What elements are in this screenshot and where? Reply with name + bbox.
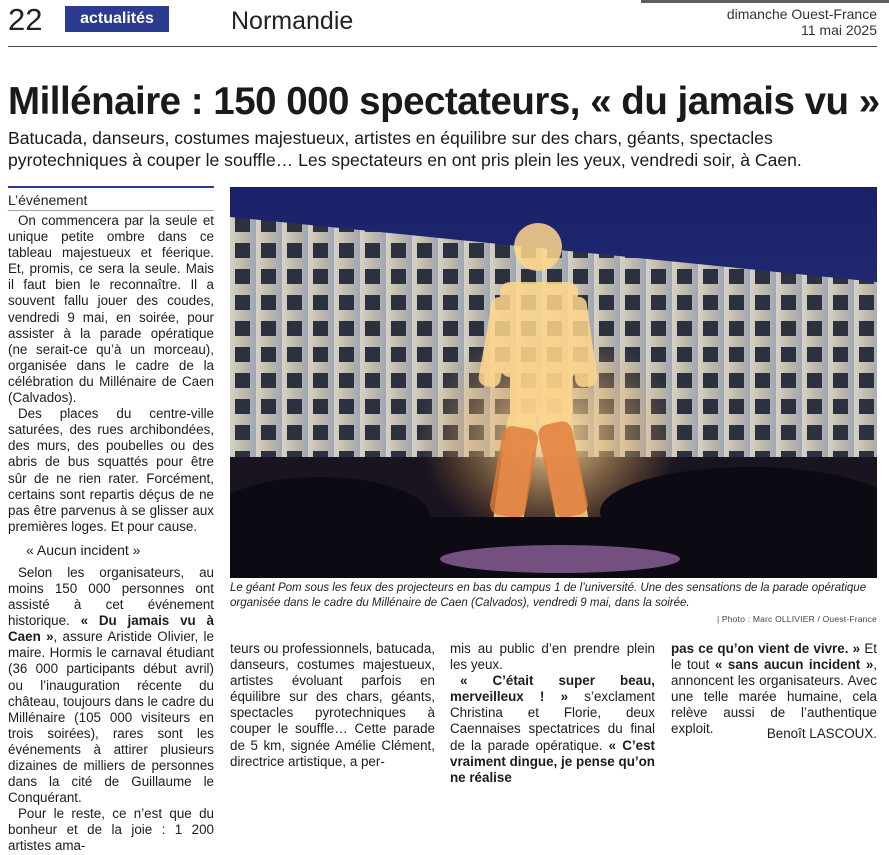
- headline: Millénaire : 150 000 spectateurs, « du jamais vu »: [8, 80, 880, 123]
- kicker-underline: [8, 210, 214, 211]
- photo-caption: Le géant Pom sous les feux des projecteurs en bas du campus 1 de l’université. Une des sensations de la parade opératique organisée dans le cadre du Millénaire de Caen (Calvados), vendredi 9 mai, dans la soirée.: [230, 582, 867, 609]
- column-3: [450, 641, 655, 786]
- column-3-text-2: « C’était super beau, merveilleux ! » s’exclament Christina et Florie, deux Caennaises spectatrices du final de la parade opératique. « C’est vraiment dingue, je pense qu’on ne réalise: [450, 673, 655, 785]
- kicker-rule: [8, 186, 214, 188]
- section-badge: actualités: [65, 6, 169, 32]
- column-4-text: pas ce qu’on vient de vivre. » Et le tout « sans aucun incident », annoncent les organisateurs. Avec une telle marée humaine, cela relève aussi de l’authentique exploit.: [671, 641, 877, 737]
- column-4: [671, 641, 877, 738]
- author-signature: Benoît LASCOUX.: [766, 726, 877, 741]
- article-photo: [230, 187, 877, 578]
- subhead: « Aucun incident »: [26, 541, 141, 558]
- column-3-text-1: mis au public d’en prendre plein les yeux.: [450, 641, 655, 673]
- giant-pom-photo: [230, 187, 877, 578]
- region-title: Normandie: [231, 7, 354, 35]
- photo-credit: | Photo : Marc OLLIVIER / Ouest-France: [716, 614, 877, 624]
- dateline-date: 11 mai 2025: [800, 22, 877, 38]
- kicker: L’événement: [8, 192, 88, 208]
- paragraph-4: Pour le reste, ce n’est que du bonheur et de la joie : 1 200 artistes ama-: [8, 806, 214, 854]
- dateline-paper: dimanche Ouest-France: [726, 6, 877, 22]
- column-1: [8, 213, 214, 855]
- paragraph-3: Selon les organisateurs, au moins 150 000 personnes ont assisté à cet événement historique. « Du jamais vu à Caen », assure Aristide Olivier, le maire. Hormis le carnaval étudiant (36 000 participants début avril) ou l’inauguration récente du château, toujours dans le cadre du Millénaire (105 000 visiteurs en trois soirées), rares sont les événements à attirer plusieurs dizaines de milliers de personnes dans la cité de Guillaume le Conquérant.: [8, 564, 214, 806]
- dateline: [727, 6, 877, 38]
- column-2-text: teurs ou professionnels, batucada, danseurs, costumes majestueux, artistes évoluant parfois en équilibre sur des chars, géants, spectacles pyrotechniques à couper le souffle… Cette parade de 5 km, signée Amélie Clément, directrice artistique, a per-: [230, 641, 435, 769]
- standfirst: Batucada, danseurs, costumes majestueux, artistes en équilibre sur des chars, géants, spectacles pyrotechniques à couper le souffle… Les spectateurs en ont pris plein les yeux, vendredi soir, à Caen.: [8, 128, 802, 170]
- paragraph-1: On commencera par la seule et unique petite ombre dans ce tableau majestueux et féerique. Et, promis, ce sera la seule. Mais il faut bien le reconnaître. Il a souvent fallu jouer des coudes, vendredi 9 mai, en soirée, pour assister à la parade opératique (ne serait-ce qu’à un morceau), organisée dans le cadre de la célébration du Millénaire de Caen (Calvados).: [8, 213, 214, 406]
- top-rule: [641, 0, 889, 3]
- paragraph-2: Des places du centre-ville saturées, des rues archibondées, des murs, des poubelles ou des abris de bus squattés pour être sûr de ne rien rater. Forcément, certains sont repartis déçus de ne pas être parvenus à se glisser aux premières loges. Et pour cause.: [8, 406, 214, 534]
- column-2: [230, 641, 435, 770]
- header-rule: [8, 46, 877, 47]
- page-number: 22: [8, 2, 43, 37]
